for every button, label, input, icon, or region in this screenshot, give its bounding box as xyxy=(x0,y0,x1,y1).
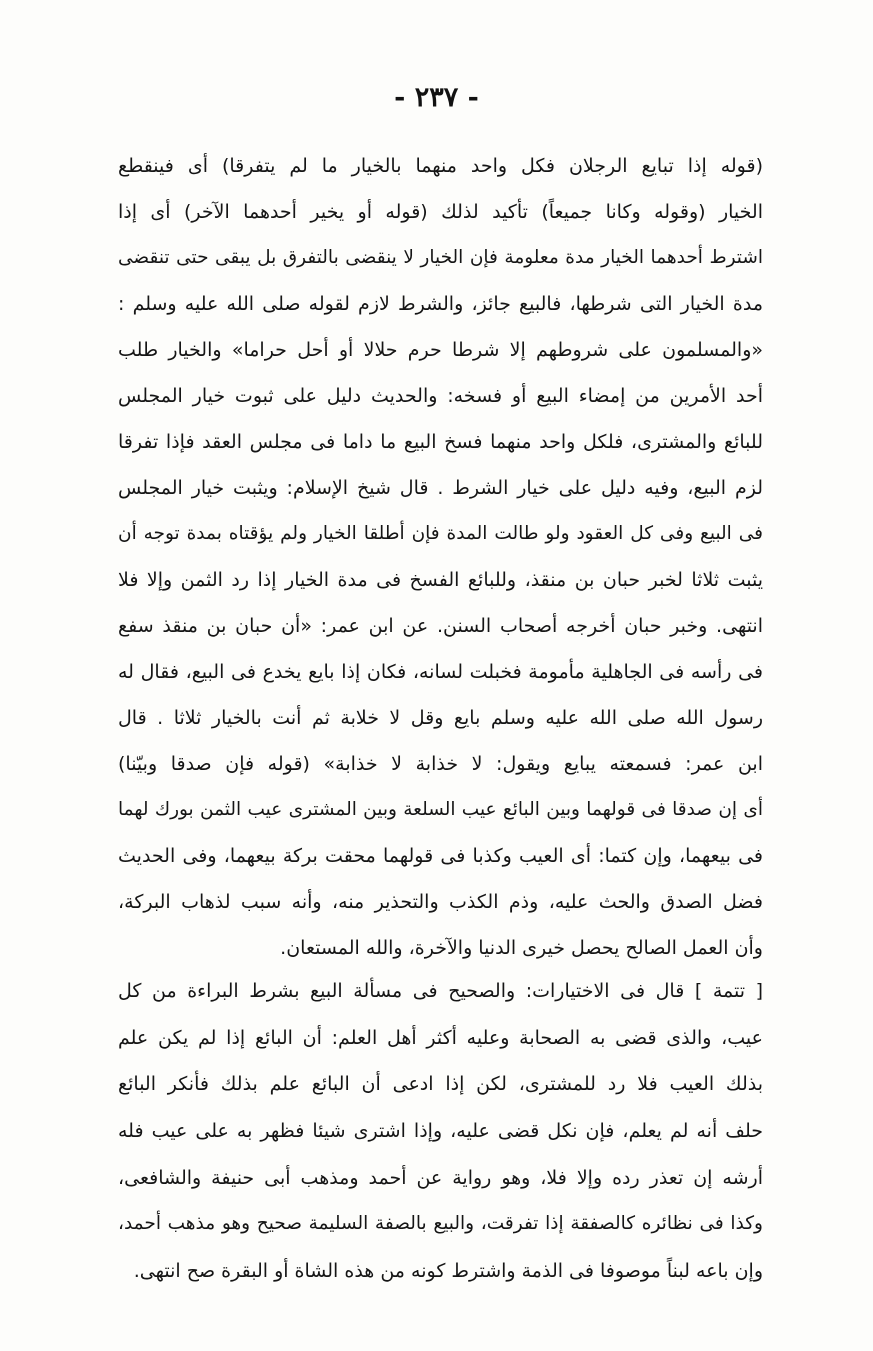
text-line: وأن العمل الصالح يحصل خيرى الدنيا والآخرة، والله المستعان. xyxy=(280,937,763,959)
page-number: - ٢٣٧ - xyxy=(394,82,479,113)
text-line: يثبت ثلاثا لخبر حبان بن منقذ، وللبائع الفسخ فى مدة الخيار إذا رد الثمن وإلا فلا xyxy=(118,569,763,591)
supplement-paragraph xyxy=(118,968,763,1295)
text-line: مدة الخيار التى شرطها، فالبيع جائز، والشرط لازم لقوله صلى الله عليه وسلم : xyxy=(118,293,763,315)
text-line: أحد الأمرين من إمضاء البيع أو فسخه: والحديث دليل على ثبوت خيار المجلس xyxy=(118,385,763,407)
text-line: «والمسلمون على شروطهم إلا شرطا حرم حلالا أو أحل حراما» والخيار طلب xyxy=(118,339,763,361)
text-line: فى بيعهما، وإن كتما: أى العيب وكذبا فى قولهما محقت بركة بيعهما، وفى الحديث xyxy=(118,845,763,867)
text-line: للبائع والمشترى، فلكل واحد منهما فسخ البيع ما داما فى مجلس العقد فإذا تفرقا xyxy=(118,431,763,453)
text-line: حلف أنه لم يعلم، فإن نكل قضى عليه، وإذا اشترى شيئا فظهر به على عيب فله xyxy=(118,1120,763,1143)
text-line: اشترط أحدهما الخيار مدة معلومة فإن الخيار لا ينقضى بالتفرق بل يبقى حتى تنقضى xyxy=(118,247,763,268)
text-line: بذلك العيب فلا رد للمشترى، لكن إذا ادعى أن البائع علم بذلك فأنكر البائع xyxy=(118,1073,763,1096)
text-line: أرشه إن تعذر رده وإلا فلا، وهو رواية عن أحمد ومذهب أبى حنيفة والشافعى، xyxy=(118,1166,763,1189)
text-line: وكذا فى نظائره كالصفقة إذا تفرقت، والبيع بالصفة السليمة صحيح وهو مذهب أحمد، xyxy=(118,1213,763,1235)
text-line: [ تتمة ] قال فى الاختيارات: والصحيح فى مسألة البيع بشرط البراءة من كل xyxy=(118,980,763,1002)
text-line: لزم البيع، وفيه دليل على خيار الشرط . قال شيخ الإسلام: ويثبت خيار المجلس xyxy=(118,477,763,499)
commentary-paragraph xyxy=(118,143,763,971)
text-line: الخيار (وقوله وكانا جميعاً) تأكيد لذلك (قوله أو يخير أحدهما الآخر) أى إذا xyxy=(118,201,763,223)
text-line: وإن باعه لبناً موصوفا فى الذمة واشترط كونه من هذه الشاة أو البقرة صح انتهى. xyxy=(133,1260,763,1283)
text-line: ابن عمر: فسمعته يبايع ويقول: لا خذابة لا خذابة» (قوله فإن صدقا وبيّنا) xyxy=(118,753,763,775)
text-line: رسول الله صلى الله عليه وسلم بايع وقل لا خلابة ثم أنت بالخيار ثلاثا . قال xyxy=(118,707,763,729)
text-line: عيب، والذى قضى به الصحابة وعليه أكثر أهل العلم: أن البائع إذا لم يكن علم xyxy=(118,1026,763,1049)
text-line: انتهى. وخبر حبان أخرجه أصحاب السنن. عن ابن عمر: «أن حبان بن منقذ سفع xyxy=(118,615,763,637)
text-line: (قوله إذا تبايع الرجلان فكل واحد منهما بالخيار ما لم يتفرقا) أى فينقطع xyxy=(118,155,763,177)
text-line: فى البيع وفى كل العقود ولو طالت المدة فإن أطلقا الخيار ولم يؤقتاه بمدة توجه أن xyxy=(118,523,763,544)
text-line: فى رأسه فى الجاهلية مأمومة فخبلت لسانه، فكان إذا بايع يخدع فى البيع، فقال له xyxy=(118,661,763,683)
text-line: أى إن صدقا فى قولهما وبين البائع عيب السلعة وبين المشترى عيب الثمن بورك لهما xyxy=(118,799,763,820)
text-line: فضل الصدق والحث عليه، وذم الكذب والتحذير منه، وأنه سبب لذهاب البركة، xyxy=(118,891,763,913)
